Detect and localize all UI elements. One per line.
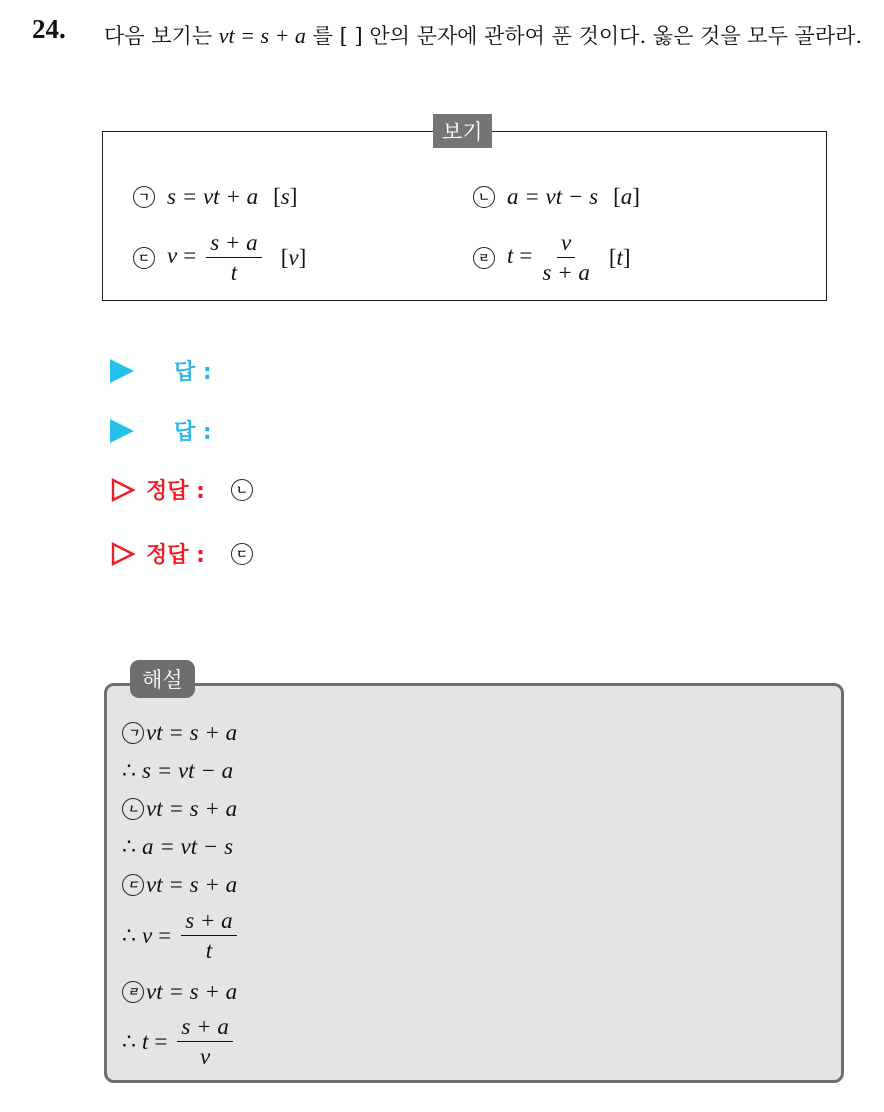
play-arrow-icon xyxy=(110,419,134,443)
bogi-expr-4: t = $\frac{v}{s + a}$ xyxy=(507,230,590,286)
fraction: $\frac{v}{s + a}$ xyxy=(542,230,590,286)
fraction: $\frac{s + a}{t}$ xyxy=(181,908,236,964)
question-equation: vt = s + a xyxy=(218,23,306,48)
circled-marker: ㄹ xyxy=(122,981,144,1003)
bogi-var-2: [a] xyxy=(613,184,640,209)
correct-label: 정답 : xyxy=(146,543,205,568)
circled-marker-4: ㄹ xyxy=(473,247,495,269)
question-text xyxy=(104,16,864,56)
explanation-line-4: ∴ a = vt − s xyxy=(122,834,234,859)
triangle-outline-icon xyxy=(110,541,136,567)
bogi-item-4 xyxy=(473,230,631,286)
bogi-item-2 xyxy=(473,184,640,210)
explanation-title: 해설 xyxy=(130,660,195,698)
circled-marker: ㄱ xyxy=(122,722,144,744)
answer-label: 답 : xyxy=(174,360,212,385)
answer-blank-2 xyxy=(110,415,212,446)
explanation-line-1: ㄱ vt = s + a xyxy=(122,720,237,746)
circled-marker-2: ㄴ xyxy=(473,186,495,208)
correct-label: 정답 : xyxy=(146,479,205,504)
bogi-item-1 xyxy=(133,184,297,210)
fraction: $\frac{s + a}{t}$ xyxy=(206,230,261,286)
answer-blank-1 xyxy=(110,355,212,386)
bogi-expr-3: v = $\frac{s + a}{t}$ xyxy=(167,230,266,286)
question-text-pre: 다음 보기는 xyxy=(104,24,213,48)
answer-label: 답 : xyxy=(174,420,212,445)
bogi-box xyxy=(102,120,827,301)
bogi-title: 보기 xyxy=(433,114,492,148)
correct-value-1: ㄴ xyxy=(231,479,253,501)
circled-marker: ㄷ xyxy=(122,874,144,896)
explanation-line-3: ㄴ vt = s + a xyxy=(122,796,237,822)
circled-marker-3: ㄷ xyxy=(133,247,155,269)
explanation-line-8: ∴ t = $\frac{s + a}{v}$ xyxy=(122,1014,237,1070)
question-text-post: 를 [ ] 안의 문자에 관하여 푼 것이다. 옳은 것을 모두 골라라. xyxy=(312,24,863,48)
circled-marker: ㄴ xyxy=(122,798,144,820)
bogi-var-3: [v] xyxy=(280,244,307,270)
fraction: $\frac{s + a}{v}$ xyxy=(177,1014,232,1070)
correct-answer-1 xyxy=(110,474,253,505)
bogi-item-3 xyxy=(133,230,306,286)
correct-answer-2 xyxy=(110,538,253,569)
explanation-line-5: ㄷ vt = s + a xyxy=(122,872,237,898)
explanation-line-7: ㄹ vt = s + a xyxy=(122,979,237,1005)
bogi-var-4: [t] xyxy=(608,244,631,270)
explanation-line-6: ∴ v = $\frac{s + a}{t}$ xyxy=(122,908,241,964)
triangle-outline-icon xyxy=(110,477,136,503)
bogi-expr-2: a = vt − s xyxy=(507,184,599,209)
play-arrow-icon xyxy=(110,359,134,383)
bogi-var-1: [s] xyxy=(273,184,298,209)
bogi-expr-1: s = vt + a xyxy=(167,184,259,209)
circled-marker-1: ㄱ xyxy=(133,186,155,208)
explanation-line-2: ∴ s = vt − a xyxy=(122,758,234,783)
question-number: 24. xyxy=(32,14,66,44)
correct-value-2: ㄷ xyxy=(231,543,253,565)
